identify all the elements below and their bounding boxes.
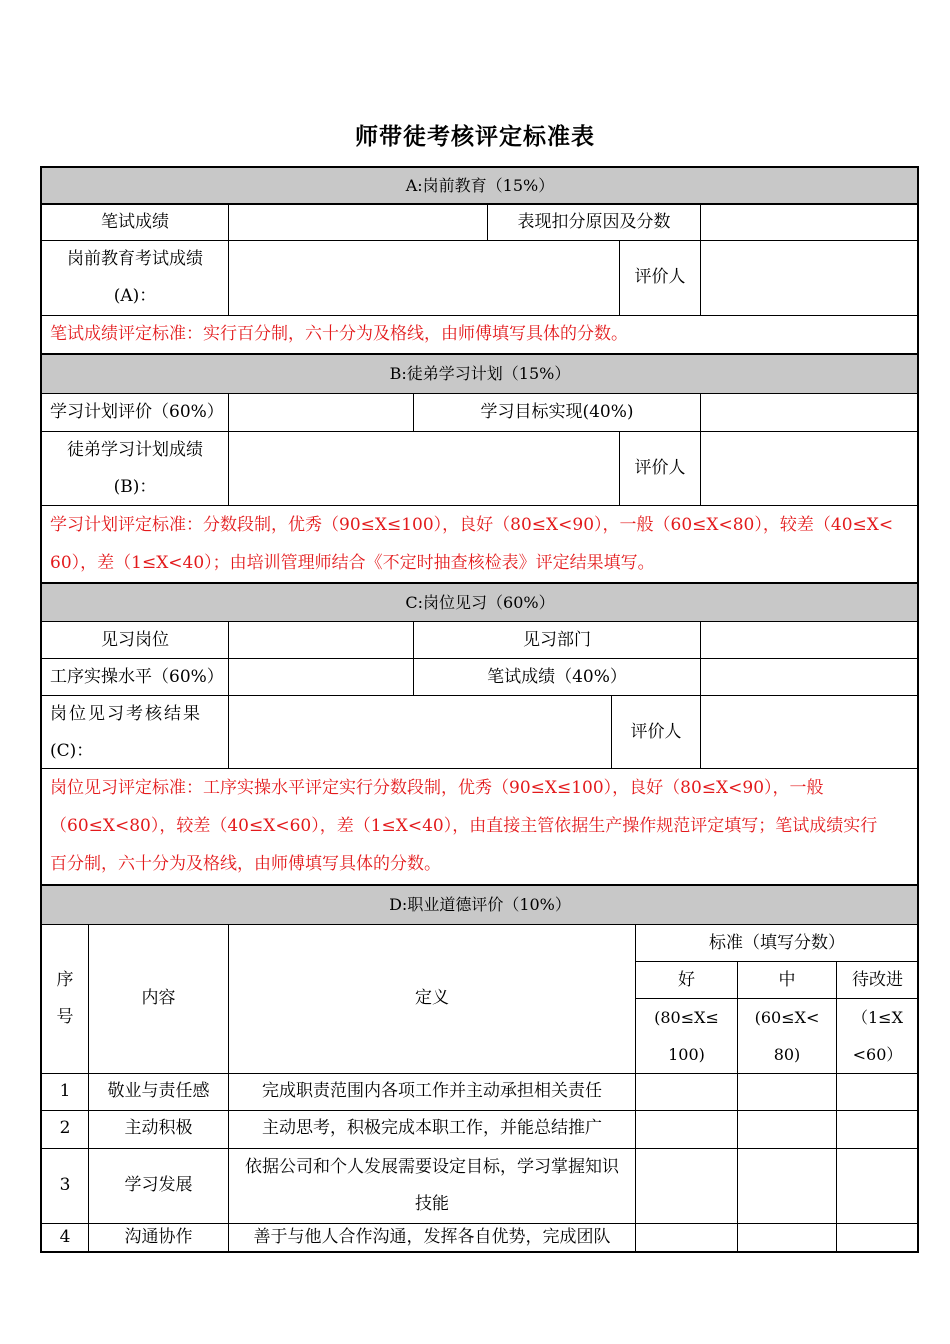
criteria-c-line2: （60≤X<80），较差（40≤X<60），差（1≤X<40），由直接主管依据生产操作规范评定填写；笔试成绩实行 <box>50 816 878 836</box>
row-1-no: 1 <box>59 1080 71 1101</box>
good-range-line1: (80≤X≤ <box>654 1008 719 1027</box>
section-c-header: C:岗位见习（60%） <box>42 584 918 622</box>
section-a-header: A:岗前教育（15%） <box>42 168 918 204</box>
evaluator-label-a: 评价人 <box>634 267 686 288</box>
row-1-content: 敬业与责任感 <box>107 1080 210 1101</box>
col-no-header-line2: 号 <box>56 1007 74 1027</box>
criteria-b-line2: 60），差（1≤X<40）；由培训管理师结合《不定时抽查核检表》评定结果填写。 <box>50 552 655 573</box>
row-4-definition: 善于与他人合作沟通，发挥各自优势，完成团队 <box>253 1227 611 1248</box>
pre-job-exam-label-line2: (A)： <box>113 286 157 306</box>
evaluator-label-c: 评价人 <box>630 722 682 743</box>
col-mid-header: 中 <box>778 969 796 990</box>
written-score-label: 笔试成绩 <box>101 211 169 232</box>
result-c-label-line2: (C)： <box>50 741 94 761</box>
evaluator-label-b: 评价人 <box>634 458 686 479</box>
criteria-a: 笔试成绩评定标准：实行百分制，六十分为及格线，由师傅填写具体的分数。 <box>50 324 628 344</box>
written-c-label: 笔试成绩（40%） <box>487 666 627 687</box>
dept-label: 见习部门 <box>523 629 591 650</box>
post-label: 见习岗位 <box>101 629 169 650</box>
row-1-definition: 完成职责范围内各项工作并主动承担相关责任 <box>262 1080 602 1101</box>
row-2-no: 2 <box>59 1118 71 1139</box>
page-title: 师带徒考核评定标准表 <box>355 123 595 150</box>
col-content-header: 内容 <box>141 988 176 1009</box>
goal-label: 学习目标实现(40%) <box>480 401 634 422</box>
row-3-content: 学习发展 <box>124 1174 193 1195</box>
result-c-label-line1: 岗位见习考核结果 <box>50 704 202 724</box>
row-3-no: 3 <box>59 1174 71 1195</box>
col-standard-header: 标准（填写分数） <box>709 932 845 953</box>
mid-range-line2: 80) <box>773 1045 801 1064</box>
improve-range-line2: <60） <box>852 1045 903 1064</box>
col-definition-header: 定义 <box>415 988 449 1009</box>
criteria-c-line1: 岗位见习评定标准：工序实操水平评定实行分数段制，优秀（90≤X≤100），良好（80≤X<90），一般 <box>50 778 824 798</box>
good-range-line2: 100) <box>668 1045 705 1064</box>
criteria-c-line3: 百分制，六十分为及格线，由师傅填写具体的分数。 <box>50 854 441 874</box>
deduction-label: 表现扣分原因及分数 <box>517 211 671 232</box>
col-no-header-line1: 序 <box>56 970 74 990</box>
plan-score-label-line2: (B)： <box>113 477 157 497</box>
row-4-content: 沟通协作 <box>124 1227 193 1248</box>
table-frame <box>40 166 919 1253</box>
plan-score-label-line1: 徒弟学习计划成绩 <box>67 440 203 460</box>
section-b-header: B:徒弟学习计划（15%） <box>42 355 918 393</box>
row-3-definition: 依据公司和个人发展需要设定目标，学习掌握知识技能 <box>245 1156 619 1214</box>
mid-range-line1: (60≤X< <box>754 1008 820 1027</box>
skill-label: 工序实操水平（60%） <box>50 666 224 687</box>
col-good-header: 好 <box>678 969 695 990</box>
row-2-definition: 主动思考，积极完成本职工作，并能总结推广 <box>262 1118 602 1139</box>
improve-range-line1: （1≤X <box>852 1008 903 1027</box>
section-d-header: D:职业道德评价（10%） <box>42 886 918 924</box>
row-4-no: 4 <box>59 1227 71 1248</box>
pre-job-exam-label-line1: 岗前教育考试成绩 <box>67 249 203 269</box>
row-2-content: 主动积极 <box>124 1118 193 1139</box>
plan-eval-label: 学习计划评价（60%） <box>50 401 224 422</box>
criteria-b-line1: 学习计划评定标准：分数段制，优秀（90≤X≤100），良好（80≤X<90），一般（60≤X<80），较差（40≤X< <box>50 514 894 535</box>
col-improve-header: 待改进 <box>852 969 903 990</box>
